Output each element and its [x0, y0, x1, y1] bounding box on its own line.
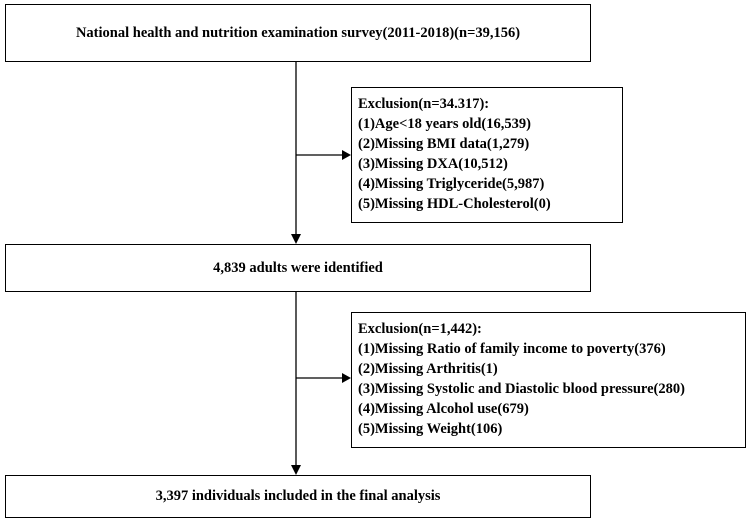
box-exclusion-1 — [351, 87, 623, 223]
exclusion-2-title: Exclusion(n=1,442): — [358, 321, 482, 337]
arrowhead-down-2 — [291, 465, 301, 475]
exclusion-1-item: (1)Age<18 years old(16,539) — [358, 116, 531, 132]
exclusion-1-item: (4)Missing Triglyceride(5,987) — [358, 176, 545, 192]
exclusion-2-item: (2)Missing Arthritis(1) — [358, 361, 498, 377]
box-final-analysis-text: 3,397 individuals included in the final analysis — [155, 488, 441, 504]
exclusion-2-item: (3)Missing Systolic and Diastolic blood pressure(280) — [358, 381, 685, 397]
exclusion-2-item: (1)Missing Ratio of family income to poverty(376) — [358, 341, 666, 357]
arrowhead-right-2 — [342, 373, 351, 383]
arrowhead-down-1 — [291, 234, 301, 244]
box-final-analysis — [5, 475, 591, 518]
exclusion-2-item: (5)Missing Weight(106) — [358, 421, 503, 437]
exclusion-1-item: (2)Missing BMI data(1,279) — [358, 136, 530, 152]
box-exclusion-2 — [351, 312, 746, 448]
exclusion-2-item: (4)Missing Alcohol use(679) — [358, 401, 529, 417]
box-adults-identified — [5, 244, 591, 292]
exclusion-1-title: Exclusion(n=34.317): — [358, 96, 490, 112]
exclusion-1-item: (5)Missing HDL-Cholesterol(0) — [358, 196, 551, 212]
box-initial-population-text: National health and nutrition examination survey(2011-2018)(n=39,156) — [75, 24, 521, 41]
box-adults-identified-text: 4,839 adults were identified — [213, 259, 383, 276]
exclusion-1-item: (3)Missing DXA(10,512) — [358, 156, 508, 172]
box-initial-population — [5, 4, 591, 62]
arrowhead-right-1 — [342, 150, 351, 160]
